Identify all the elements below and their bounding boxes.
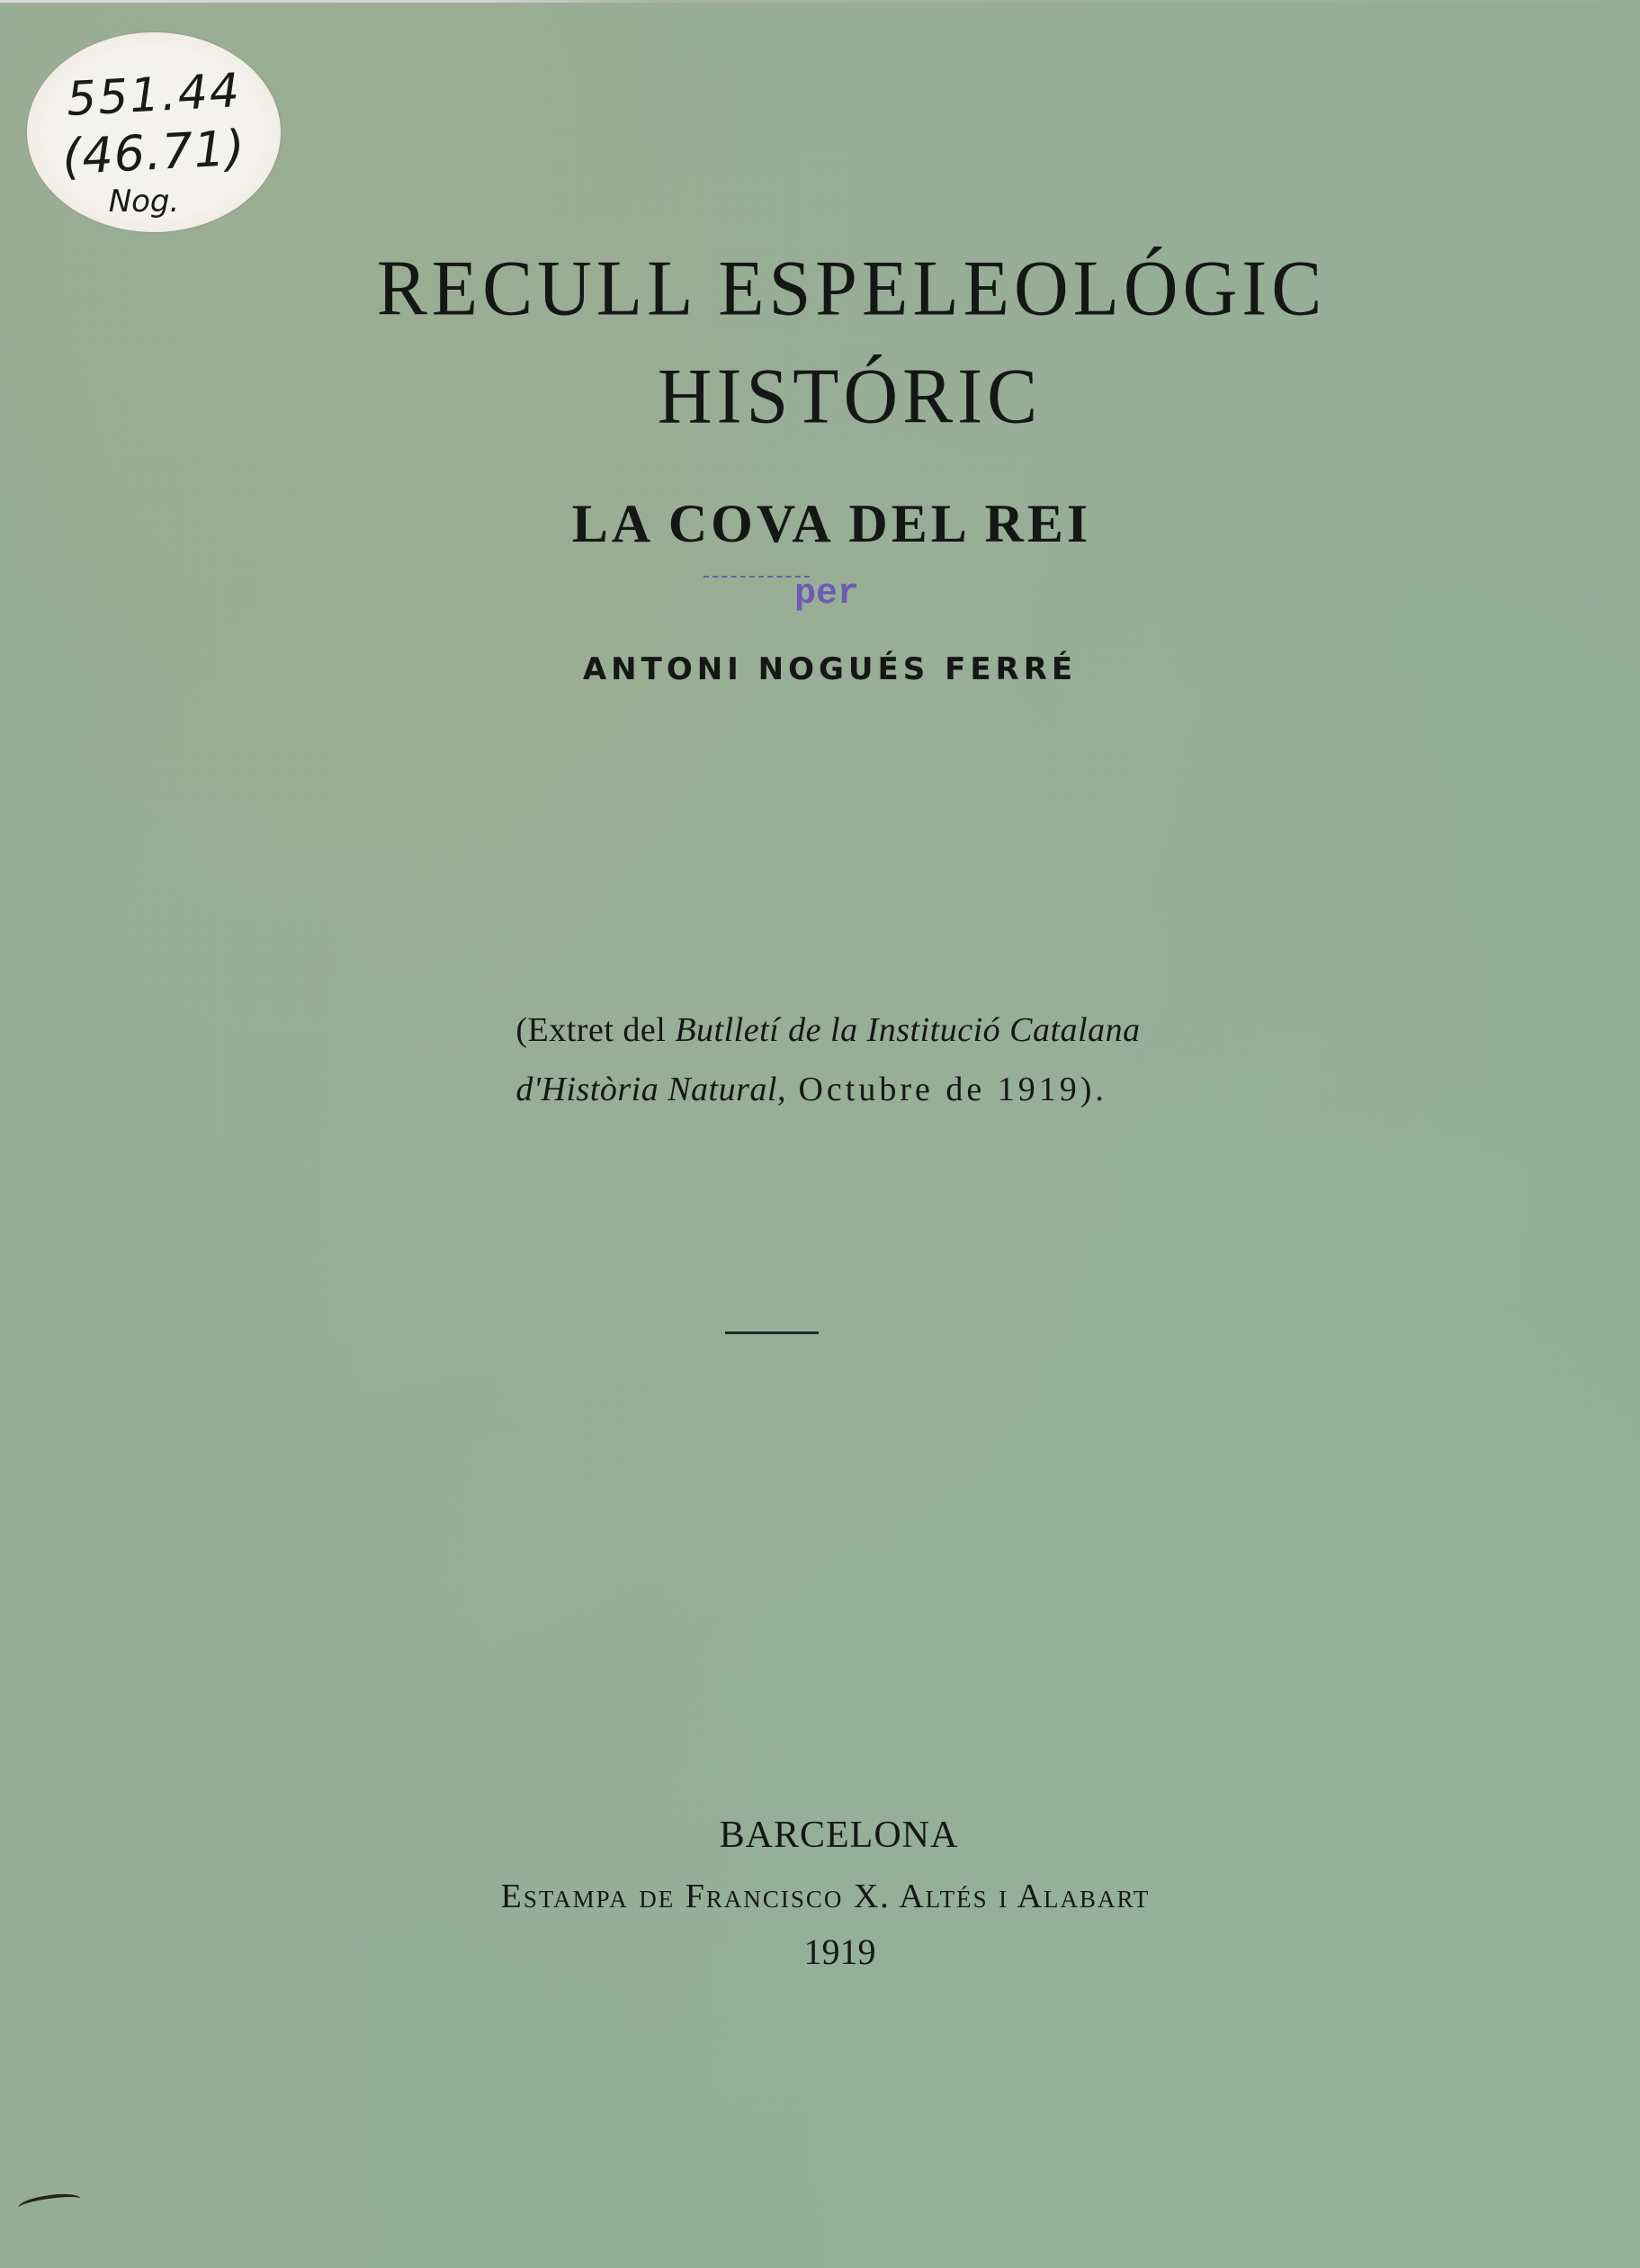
library-call-number-label [27, 32, 281, 232]
pen-mark [17, 2191, 82, 2216]
author-name: ANTONI NOGUÉS FERRÉ [582, 651, 1078, 687]
divider-rule [725, 1331, 819, 1334]
extract-prefix: (Extret del [515, 1011, 676, 1049]
scan-edge [0, 0, 1640, 3]
imprint-year: 1919 [803, 1932, 876, 1972]
extract-note [0, 1000, 1640, 1119]
title-line-2: HISTÓRIC [657, 352, 1043, 441]
extract-date: Octubre de 1919). [785, 1071, 1107, 1108]
imprint-printer: Estampa de Francisco X. Altés i Alabart [500, 1878, 1151, 1915]
call-number-line-3: Nog. [108, 184, 180, 220]
journal-name-part-2: d'Història Natural, [515, 1071, 786, 1108]
call-number-line-2: (46.71) [60, 119, 247, 186]
journal-name-part-1: Butlletí de la Institució Catalana [675, 1011, 1141, 1049]
subtitle: LA COVA DEL REI [571, 494, 1092, 553]
by-stamp: per [793, 574, 859, 614]
title-line-1: RECULL ESPELEOLÓGIC [376, 244, 1327, 333]
extract-line-2 [515, 1060, 1140, 1119]
imprint-city: BARCELONA [719, 1815, 959, 1856]
extract-line-1 [515, 1000, 1140, 1060]
call-number-line-1: 551.44 [65, 63, 243, 128]
